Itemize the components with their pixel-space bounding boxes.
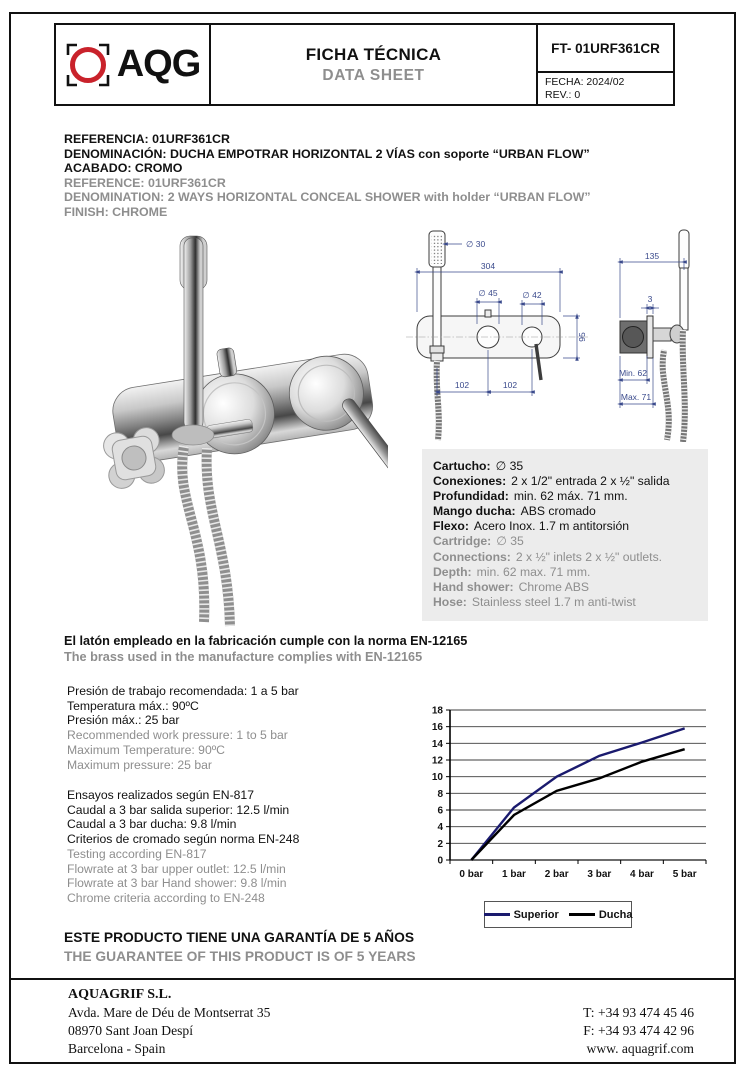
legend-label-ducha: Ducha [598,908,633,921]
flowrate-upper-es: Caudal a 3 bar salida superior: 12.5 l/min [67,802,290,817]
header [54,23,675,106]
chrome-criteria-en: Chrome criteria according to EN-248 [67,890,265,905]
aqg-logo-icon [65,42,111,88]
spec-value: Stainless steel 1.7 m anti-twist [471,594,636,609]
svg-text:6: 6 [437,805,443,817]
warranty-es: ESTE PRODUCTO TIENE UNA GARANTÍA DE 5 AÑOS [64,930,415,945]
max-temperature-es: Temperatura máx.: 90ºC [67,698,199,713]
doc-code: FT- 01URF361CR [551,40,660,56]
tests-block [67,788,299,906]
footer-divider [9,978,736,980]
dim-spacing-right: 102 [502,380,518,390]
flowrate-upper-en: Flowrate at 3 bar upper outlet: 12.5 l/min [67,861,286,876]
spec-value: Chrome ABS [518,579,590,594]
fax: F: +34 93 474 42 96 [583,1023,694,1038]
website: www. aquagrif.com [586,1041,694,1056]
brass-norm-es: El latón empleado en la fabricación cumple con la norma EN-12165 [64,634,468,648]
spec-value: ∅ 35 [496,534,524,549]
spec-label: Flexo: [433,519,469,534]
svg-text:16: 16 [431,722,443,734]
svg-text:14: 14 [431,738,443,750]
max-pressure-es: Presión máx.: 25 bar [67,713,180,728]
spec-label: Cartridge: [433,534,492,549]
spec-value: min. 62 máx. 71 mm. [513,489,628,504]
work-pressure-es: Presión de trabajo recomendada: 1 a 5 bar [67,684,299,698]
spec-label: Hose: [433,594,467,609]
spec-label: Connections: [433,549,511,564]
flow-chart-plot [424,700,716,886]
document-title [211,25,536,104]
reference-block [64,132,694,220]
dim-body-width: 135 [644,251,660,261]
svg-text:10: 10 [431,772,443,784]
spec-label: Cartucho: [433,459,491,473]
svg-text:12: 12 [431,755,443,767]
spec-value: min. 62 max. 71 mm. [476,564,591,579]
finish-es: ACABADO: CROMO [64,161,183,176]
spec-value: Acero Inox. 1.7 m antitorsión [473,519,630,534]
document-meta [536,25,673,104]
footer-contacts [68,1004,694,1058]
dim-hand-shower-dia: ∅ 30 [466,239,486,249]
brass-norm [64,633,467,666]
warranty-block [64,929,416,966]
svg-text:8: 8 [437,788,443,800]
legend-item-ducha [569,909,633,921]
flow-chart [424,700,716,928]
spec-row [433,519,708,534]
dim-plate-thickness: 3 [647,294,653,304]
svg-text:2 bar: 2 bar [544,869,569,880]
tests-norm-es: Ensayos realizados según EN-817 [67,788,254,802]
doc-rev: REV.: 0 [545,89,581,101]
doc-date: FECHA: 2024/02 [545,76,625,88]
legend-item-superior [484,909,559,921]
max-temperature-en: Maximum Temperature: 90ºC [67,742,225,757]
legend-label-superior: Superior [513,908,559,921]
dim-spacing-left: 102 [454,380,470,390]
company-name: AQUAGRIF S.L. [68,987,172,1002]
legend-line-superior [484,913,510,916]
logo [56,25,211,104]
dim-plate-width: 304 [480,261,496,271]
spec-label: Mango ducha: [433,504,516,519]
technical-drawing [392,228,722,447]
dim-min-depth: Min. 62 [619,368,647,378]
spec-row [433,459,708,474]
spec-value: ABS cromado [520,504,596,519]
spec-value: 2 x 1/2" entrada 2 x ½" salida [511,474,670,489]
svg-text:0: 0 [437,855,443,867]
spec-box [422,449,708,621]
dim-knob1-dia: ∅ 45 [478,288,498,298]
product-photo [56,230,388,633]
logo-text: AQG [116,43,201,85]
spec-label: Conexiones: [433,474,507,489]
svg-text:4: 4 [437,822,443,834]
chrome-criteria-es: Criterios de cromado según norma EN-248 [67,832,300,847]
spec-row [433,534,708,549]
reference-en: REFERENCE: 01URF361CR [64,175,226,190]
chart-legend [484,901,632,928]
legend-line-ducha [569,913,595,916]
denomination-es: DENOMINACIÓN: DUCHA EMPOTRAR HORIZONTAL 2 VÍAS con soporte “URBAN FLOW” [64,146,590,161]
title-es: FICHA TÉCNICA [305,44,442,64]
spec-value: 2 x ½" inlets 2 x ½" outlets. [515,549,663,564]
max-pressure-en: Maximum pressure: 25 bar [67,757,212,772]
doc-meta-rows [538,71,673,104]
address-line: 08970 Sant Joan Despí [68,1023,193,1038]
spec-label: Profundidad: [433,489,509,504]
spec-row [433,504,708,519]
svg-text:1 bar: 1 bar [502,869,526,880]
finish-en: FINISH: CHROME [64,204,168,219]
svg-text:3 bar: 3 bar [587,869,612,880]
pressure-block [67,684,299,772]
spec-label: Hand shower: [433,579,514,594]
spec-row [433,474,708,489]
phone: T: +34 93 474 45 46 [583,1005,694,1020]
work-pressure-en: Recommended work pressure: 1 to 5 bar [67,728,288,743]
spec-row [433,595,708,610]
address-line: Barcelona - Spain [68,1041,166,1056]
spec-label: Depth: [433,564,472,579]
spec-value: ∅ 35 [495,459,524,473]
address-line: Avda. Mare de Déu de Montserrat 35 [68,1005,271,1020]
tests-norm-en: Testing according EN-817 [67,846,207,861]
svg-text:0 bar: 0 bar [459,869,484,880]
spec-row [433,580,708,595]
svg-text:4 bar: 4 bar [630,869,654,880]
svg-text:2: 2 [437,838,443,850]
brass-norm-en: The brass used in the manufacture complies with EN-12165 [64,650,423,665]
title-en: DATA SHEET [322,66,425,84]
svg-text:18: 18 [431,705,443,717]
front-view [417,231,560,380]
footer [68,986,694,1058]
spec-row [433,565,708,580]
spec-row [433,550,708,565]
warranty-en: THE GUARANTEE OF THIS PRODUCT IS OF 5 YEARS [64,948,416,964]
dim-knob2-dia: ∅ 42 [522,290,542,300]
flowrate-shower-en: Flowrate at 3 bar Hand shower: 9.8 l/min [67,876,287,891]
spec-row [433,489,708,504]
reference-es: REFERENCIA: 01URF361CR [64,132,230,146]
denomination-en: DENOMINATION: 2 WAYS HORIZONTAL CONCEAL SHOWER with holder “URBAN FLOW” [64,190,591,205]
flowrate-shower-es: Caudal a 3 bar ducha: 9.8 l/min [67,817,237,832]
dim-max-depth: Max. 71 [620,392,652,402]
svg-text:5 bar: 5 bar [672,869,697,880]
dim-plate-height: 95 [577,332,587,342]
